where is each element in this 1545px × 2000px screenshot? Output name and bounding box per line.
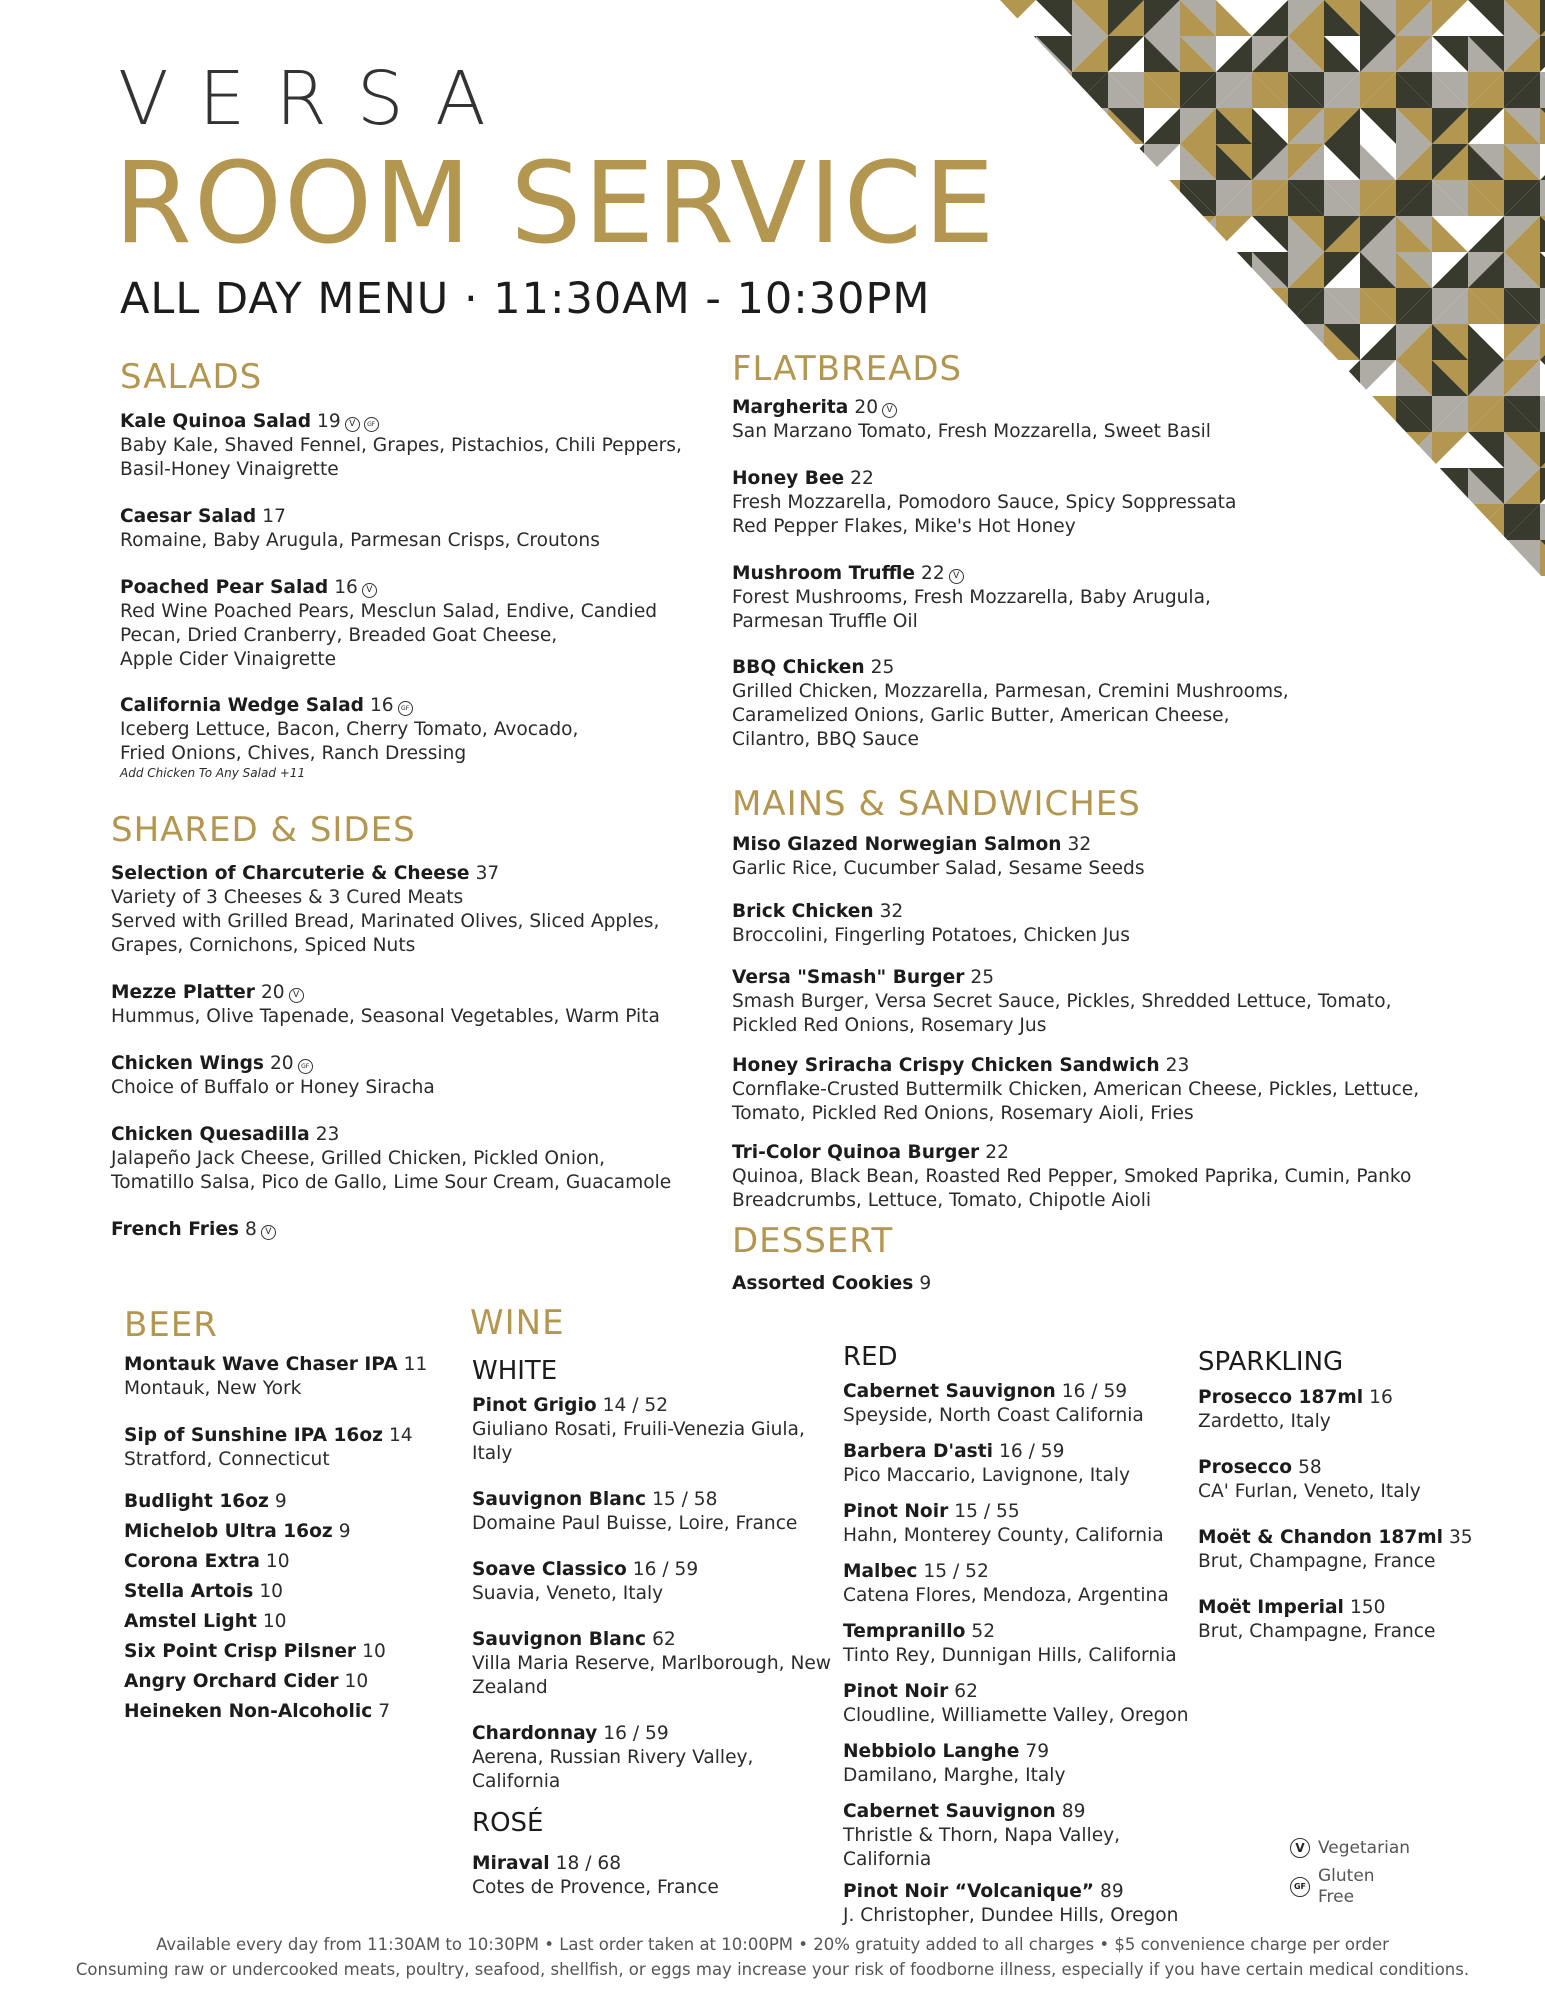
item-description: Baby Kale, Shaved Fennel, Grapes, Pistachios, Chili Peppers,: [120, 435, 682, 456]
pattern-triangle: [1540, 360, 1545, 396]
item-price: 32: [879, 901, 904, 922]
menu-item: [472, 1488, 797, 1536]
item-name: Tri-Color Quinoa Burger: [732, 1142, 980, 1163]
item-name: Honey Sriracha Crispy Chicken Sandwich: [732, 1055, 1160, 1076]
menu-item: [472, 1628, 831, 1700]
item-name: Sauvignon Blanc: [472, 1489, 647, 1510]
legend-vegetarian-label: Vegetarian: [1318, 1838, 1411, 1858]
legend-gf-label-1: Gluten: [1318, 1866, 1375, 1886]
item-name: Stella Artois: [124, 1581, 254, 1602]
item-name: Kale Quinoa Salad: [120, 411, 312, 432]
item-description: Tinto Rey, Dunnigan Hills, California: [843, 1645, 1177, 1666]
item-description: Tomato, Pickled Red Onions, Rosemary Aioli, Fries: [732, 1103, 1194, 1124]
item-note: Add Chicken To Any Salad +11: [120, 766, 306, 780]
item-description: Cloudline, Williamette Valley, Oregon: [843, 1705, 1189, 1726]
item-name: Prosecco 187ml: [1198, 1387, 1364, 1408]
pattern-triangle: [1540, 252, 1545, 288]
item-price: 32: [1067, 834, 1092, 855]
item-price: 89: [1100, 1881, 1124, 1902]
pattern-triangle: [1540, 540, 1545, 576]
item-description: Catena Flores, Mendoza, Argentina: [843, 1585, 1169, 1606]
menu-item: [120, 694, 578, 781]
item-description: Stratford, Connecticut: [124, 1449, 330, 1470]
gluten-free-icon: GF: [1290, 1877, 1310, 1897]
item-description: Parmesan Truffle Oil: [732, 611, 918, 632]
item-price: 8: [245, 1219, 257, 1240]
item-price: 62: [954, 1681, 978, 1702]
vegetarian-icon: V: [882, 403, 897, 418]
menu-item: [120, 576, 657, 672]
pattern-triangle: [1540, 468, 1545, 504]
item-description: Cotes de Provence, France: [472, 1877, 719, 1898]
item-price: 15 / 52: [923, 1561, 989, 1582]
item-price: 37: [475, 863, 500, 884]
item-description: Choice of Buffalo or Honey Siracha: [111, 1077, 435, 1098]
item-description: Variety of 3 Cheeses & 3 Cured Meats: [111, 887, 464, 908]
menu-item: [120, 410, 682, 482]
item-price: 9: [274, 1491, 287, 1512]
page-title: ROOM SERVICE: [114, 139, 997, 269]
item-price: 19: [317, 411, 341, 432]
menu-item: [732, 1141, 1411, 1213]
item-price: 23: [315, 1124, 340, 1145]
item-description: Basil-Honey Vinaigrette: [120, 459, 339, 480]
pattern-triangle: [1540, 396, 1545, 432]
vegetarian-icon: V: [345, 417, 360, 432]
item-name: Caesar Salad: [120, 506, 257, 527]
menu-item: [472, 1852, 719, 1900]
item-price: 9: [338, 1521, 351, 1542]
footer-info: Available every day from 11:30AM to 10:30PM • Last order taken at 10:00PM • 20% gratuity added to all charges • $5 convenience charge per order: [156, 1935, 1389, 1954]
item-description: Montauk, New York: [124, 1378, 302, 1399]
item-description: Damilano, Marghe, Italy: [843, 1765, 1066, 1786]
item-price: 7: [378, 1701, 391, 1722]
item-name: Barbera D'asti: [843, 1441, 994, 1462]
menu-item: [732, 656, 1289, 752]
footer-disclaimer: Consuming raw or undercooked meats, poultry, seafood, shellfish, or eggs may increase your risk of foodborne illness, especially if you have certain medical conditions.: [75, 1960, 1470, 1979]
item-description: Thristle & Thorn, Napa Valley,: [843, 1825, 1121, 1846]
item-price: 25: [970, 967, 995, 988]
section-title-beer: BEER: [124, 1305, 218, 1345]
item-description: Caramelized Onions, Garlic Butter, American Cheese,: [732, 705, 1230, 726]
item-price: 10: [362, 1641, 386, 1662]
legend-vegetarian: [1290, 1838, 1410, 1859]
item-price: 22: [985, 1142, 1009, 1163]
menu-item: [1198, 1386, 1393, 1434]
item-description: Broccolini, Fingerling Potatoes, Chicken Jus: [732, 925, 1130, 946]
item-description: Zardetto, Italy: [1198, 1411, 1331, 1432]
item-description: Villa Maria Reserve, Marlborough, New: [472, 1653, 832, 1674]
item-name: Mushroom Truffle: [732, 563, 916, 584]
item-price: 14: [388, 1425, 413, 1446]
item-description: Fresh Mozzarella, Pomodoro Sauce, Spicy Soppressata: [732, 492, 1237, 513]
pattern-triangle: [1540, 36, 1545, 72]
item-description: Cornflake-Crusted Buttermilk Chicken, American Cheese, Pickles, Lettuce,: [732, 1079, 1420, 1100]
item-name: Heineken Non-Alcoholic: [124, 1701, 373, 1722]
item-price: 11: [403, 1354, 428, 1375]
item-description: California: [843, 1849, 932, 1870]
item-price: 35: [1448, 1527, 1473, 1548]
item-description: CA' Furlan, Veneto, Italy: [1198, 1481, 1421, 1502]
item-description: Hummus, Olive Tapenade, Seasonal Vegetables, Warm Pita: [111, 1006, 660, 1027]
menu-item: [843, 1800, 1120, 1872]
vegetarian-icon: V: [949, 569, 964, 584]
item-name: Assorted Cookies: [732, 1273, 914, 1294]
item-name: Miso Glazed Norwegian Salmon: [732, 834, 1062, 855]
item-name: Honey Bee: [732, 468, 845, 489]
item-description: Grilled Chicken, Mozzarella, Parmesan, Cremini Mushrooms,: [732, 681, 1289, 702]
menu-item: [843, 1560, 1169, 1608]
item-name: Brick Chicken: [732, 901, 874, 922]
subhead-rose: ROSÉ: [472, 1808, 544, 1838]
menu-item: [124, 1490, 287, 1514]
section-title-flatbreads: FLATBREADS: [732, 349, 963, 389]
item-name: Prosecco: [1198, 1457, 1293, 1478]
menu-item: [843, 1500, 1164, 1548]
menu-item: [124, 1610, 287, 1634]
menu-item: [472, 1722, 753, 1794]
item-price: 9: [919, 1273, 932, 1294]
item-price: 16 / 59: [999, 1441, 1065, 1462]
pattern-triangle: [1540, 432, 1545, 468]
item-price: 18 / 68: [555, 1853, 622, 1874]
item-description: Brut, Champagne, France: [1198, 1551, 1436, 1572]
item-name: Six Point Crisp Pilsner: [124, 1641, 357, 1662]
menu-item: [124, 1700, 390, 1724]
item-name: Pinot Noir: [843, 1501, 949, 1522]
menu-item: [843, 1740, 1065, 1788]
pattern-triangle: [1540, 180, 1545, 216]
item-price: 52: [971, 1621, 996, 1642]
item-description: Domaine Paul Buisse, Loire, France: [472, 1513, 798, 1534]
item-name: Chicken Quesadilla: [111, 1124, 310, 1145]
item-description: Smash Burger, Versa Secret Sauce, Pickles, Shredded Lettuce, Tomato,: [732, 991, 1392, 1012]
item-description: Speyside, North Coast California: [843, 1405, 1144, 1426]
item-name: Versa "Smash" Burger: [732, 967, 965, 988]
menu-item: [732, 396, 1211, 444]
menu-item: [120, 505, 600, 553]
item-name: BBQ Chicken: [732, 657, 865, 678]
menu-item: [1198, 1526, 1473, 1574]
item-name: Moët Imperial: [1198, 1597, 1344, 1618]
item-price: 25: [870, 657, 895, 678]
menu-item: [111, 1123, 671, 1195]
item-price: 16 / 59: [1061, 1381, 1128, 1402]
item-description: Hahn, Monterey County, California: [843, 1525, 1164, 1546]
pattern-triangle: [1540, 216, 1545, 252]
item-price: 10: [262, 1611, 287, 1632]
item-description: California: [472, 1771, 561, 1792]
item-name: Sauvignon Blanc: [472, 1629, 647, 1650]
menu-item: [732, 900, 1130, 948]
pattern-triangle: [1540, 288, 1545, 324]
menu-item: [843, 1380, 1144, 1428]
item-description: Jalapeño Jack Cheese, Grilled Chicken, Pickled Onion,: [111, 1148, 606, 1169]
menu-item: [472, 1394, 805, 1466]
menu-item: [124, 1520, 351, 1544]
menu-item: [124, 1640, 386, 1664]
item-name: Budlight 16oz: [124, 1491, 269, 1512]
item-description: San Marzano Tomato, Fresh Mozzarella, Sweet Basil: [732, 421, 1211, 442]
menu-item: [111, 981, 660, 1029]
menu-item: [1198, 1596, 1435, 1644]
item-name: Pinot Noir “Volcanique”: [843, 1881, 1095, 1902]
section-title-dessert: DESSERT: [732, 1221, 894, 1261]
menu-item: [111, 862, 659, 958]
item-price: 62: [652, 1629, 676, 1650]
item-description: Pecan, Dried Cranberry, Breaded Goat Cheese,: [120, 625, 558, 646]
item-name: Soave Classico: [472, 1559, 627, 1580]
item-price: 20: [260, 982, 285, 1003]
item-name: Poached Pear Salad: [120, 577, 329, 598]
menu-item: [124, 1424, 413, 1472]
item-description: J. Christopher, Dundee Hills, Oregon: [843, 1905, 1179, 1926]
item-description: Red Wine Poached Pears, Mesclun Salad, Endive, Candied: [120, 601, 658, 622]
item-price: 17: [262, 506, 286, 527]
item-description: Brut, Champagne, France: [1198, 1621, 1436, 1642]
item-price: 16: [1369, 1387, 1393, 1408]
item-name: Chardonnay: [472, 1723, 598, 1744]
subhead-red: RED: [843, 1342, 898, 1372]
item-description: Cilantro, BBQ Sauce: [732, 729, 919, 750]
menu-item: [124, 1580, 283, 1604]
menu-item: [843, 1440, 1130, 1488]
menu-item: [843, 1620, 1177, 1668]
menu-item: [732, 562, 1211, 634]
item-price: 22: [850, 468, 874, 489]
item-description: Tomatillo Salsa, Pico de Gallo, Lime Sour Cream, Guacamole: [111, 1172, 672, 1193]
item-price: 20: [854, 397, 879, 418]
section-title-shared: SHARED & SIDES: [111, 810, 416, 850]
item-name: California Wedge Salad: [120, 695, 364, 716]
item-name: Cabernet Sauvignon: [843, 1801, 1056, 1822]
item-description: Red Pepper Flakes, Mike's Hot Honey: [732, 516, 1076, 537]
pattern-triangle: [1540, 324, 1545, 360]
gluten-free-icon: GF: [298, 1059, 313, 1074]
item-description: Giuliano Rosati, Fruili-Venezia Giula,: [472, 1419, 805, 1440]
vegetarian-icon: V: [362, 583, 377, 598]
item-price: 150: [1349, 1597, 1386, 1618]
menu-item: [111, 1052, 435, 1100]
menu-item: [732, 467, 1236, 539]
menu-item: [472, 1558, 698, 1606]
item-name: Angry Orchard Cider: [124, 1671, 339, 1692]
vegetarian-icon: V: [289, 988, 304, 1003]
item-price: 58: [1298, 1457, 1322, 1478]
item-description: Suavia, Veneto, Italy: [472, 1583, 664, 1604]
item-price: 79: [1025, 1741, 1050, 1762]
item-description: Italy: [472, 1443, 513, 1464]
item-name: Malbec: [843, 1561, 918, 1582]
item-description: Served with Grilled Bread, Marinated Olives, Sliced Apples,: [111, 911, 660, 932]
item-price: 20: [269, 1053, 294, 1074]
item-description: Pico Maccario, Lavignone, Italy: [843, 1465, 1131, 1486]
item-name: Amstel Light: [124, 1611, 257, 1632]
item-price: 10: [259, 1581, 283, 1602]
item-price: 10: [265, 1551, 290, 1572]
menu-item: [124, 1670, 368, 1694]
item-name: Corona Extra: [124, 1551, 260, 1572]
item-name: Nebbiolo Langhe: [843, 1741, 1020, 1762]
item-name: Miraval: [472, 1853, 550, 1874]
menu-item: [732, 1272, 931, 1296]
menu-item: [843, 1880, 1178, 1928]
gluten-free-icon: GF: [398, 701, 413, 716]
pattern-triangle: [1540, 504, 1545, 540]
item-description: Apple Cider Vinaigrette: [120, 649, 337, 670]
item-description: Fried Onions, Chives, Ranch Dressing: [120, 743, 467, 764]
menu-item: [124, 1353, 427, 1401]
menu-item: [732, 833, 1145, 881]
section-title-salads: SALADS: [120, 357, 263, 397]
item-description: Romaine, Baby Arugula, Parmesan Crisps, Croutons: [120, 530, 600, 551]
legend-gluten-free: [1290, 1866, 1375, 1908]
item-description: Forest Mushrooms, Fresh Mozzarella, Baby Arugula,: [732, 587, 1211, 608]
item-name: Chicken Wings: [111, 1053, 264, 1074]
section-title-wine: WINE: [470, 1303, 565, 1343]
gluten-free-icon: GF: [364, 417, 379, 432]
pattern-triangle: [1540, 0, 1545, 36]
item-name: Selection of Charcuterie & Cheese: [111, 863, 470, 884]
item-price: 14 / 52: [602, 1395, 669, 1416]
item-price: 15 / 55: [954, 1501, 1020, 1522]
subhead-white: WHITE: [472, 1356, 558, 1386]
item-description: Aerena, Russian Rivery Valley,: [472, 1747, 754, 1768]
item-description: Quinoa, Black Bean, Roasted Red Pepper, Smoked Paprika, Cumin, Panko: [732, 1166, 1412, 1187]
item-name: Margherita: [732, 397, 849, 418]
item-name: Sip of Sunshine IPA 16oz: [124, 1425, 383, 1446]
item-name: Mezze Platter: [111, 982, 255, 1003]
item-name: Pinot Grigio: [472, 1395, 597, 1416]
item-price: 89: [1061, 1801, 1086, 1822]
item-name: Montauk Wave Chaser IPA: [124, 1354, 398, 1375]
item-description: Garlic Rice, Cucumber Salad, Sesame Seeds: [732, 858, 1145, 879]
menu-item: [111, 1218, 276, 1242]
pattern-triangle: [1540, 108, 1545, 144]
item-price: 16: [369, 695, 394, 716]
item-name: Pinot Noir: [843, 1681, 949, 1702]
item-name: French Fries: [111, 1219, 239, 1240]
subhead-sparkling: SPARKLING: [1198, 1347, 1344, 1377]
brand-logo: VERSA: [118, 56, 516, 142]
item-description: Iceberg Lettuce, Bacon, Cherry Tomato, Avocado,: [120, 719, 579, 740]
pattern-triangle: [1540, 144, 1545, 180]
vegetarian-icon: V: [261, 1225, 276, 1240]
item-price: 16 / 59: [603, 1723, 669, 1744]
pattern-triangle: [1540, 72, 1545, 108]
item-description: Zealand: [472, 1677, 548, 1698]
item-name: Tempranillo: [843, 1621, 966, 1642]
menu-hours: ALL DAY MENU · 11:30AM - 10:30PM: [120, 274, 931, 324]
item-price: 15 / 58: [652, 1489, 718, 1510]
section-title-mains: MAINS & SANDWICHES: [732, 784, 1141, 824]
item-name: Cabernet Sauvignon: [843, 1381, 1056, 1402]
menu-item: [843, 1680, 1189, 1728]
legend-gf-label-2: Free: [1318, 1887, 1355, 1907]
menu-item: [1198, 1456, 1421, 1504]
item-price: 10: [344, 1671, 369, 1692]
item-price: 16 / 59: [632, 1559, 699, 1580]
menu-item: [732, 1054, 1419, 1126]
item-price: 22: [921, 563, 945, 584]
item-description: Grapes, Cornichons, Spiced Nuts: [111, 935, 416, 956]
item-price: 16: [334, 577, 358, 598]
item-name: Moët & Chandon 187ml: [1198, 1527, 1443, 1548]
item-price: 23: [1165, 1055, 1190, 1076]
menu-item: [124, 1550, 290, 1574]
item-name: Michelob Ultra 16oz: [124, 1521, 333, 1542]
menu-item: [732, 966, 1392, 1038]
vegetarian-icon: V: [1290, 1838, 1310, 1858]
item-description: Breadcrumbs, Lettuce, Tomato, Chipotle Aioli: [732, 1190, 1152, 1211]
item-description: Pickled Red Onions, Rosemary Jus: [732, 1015, 1047, 1036]
